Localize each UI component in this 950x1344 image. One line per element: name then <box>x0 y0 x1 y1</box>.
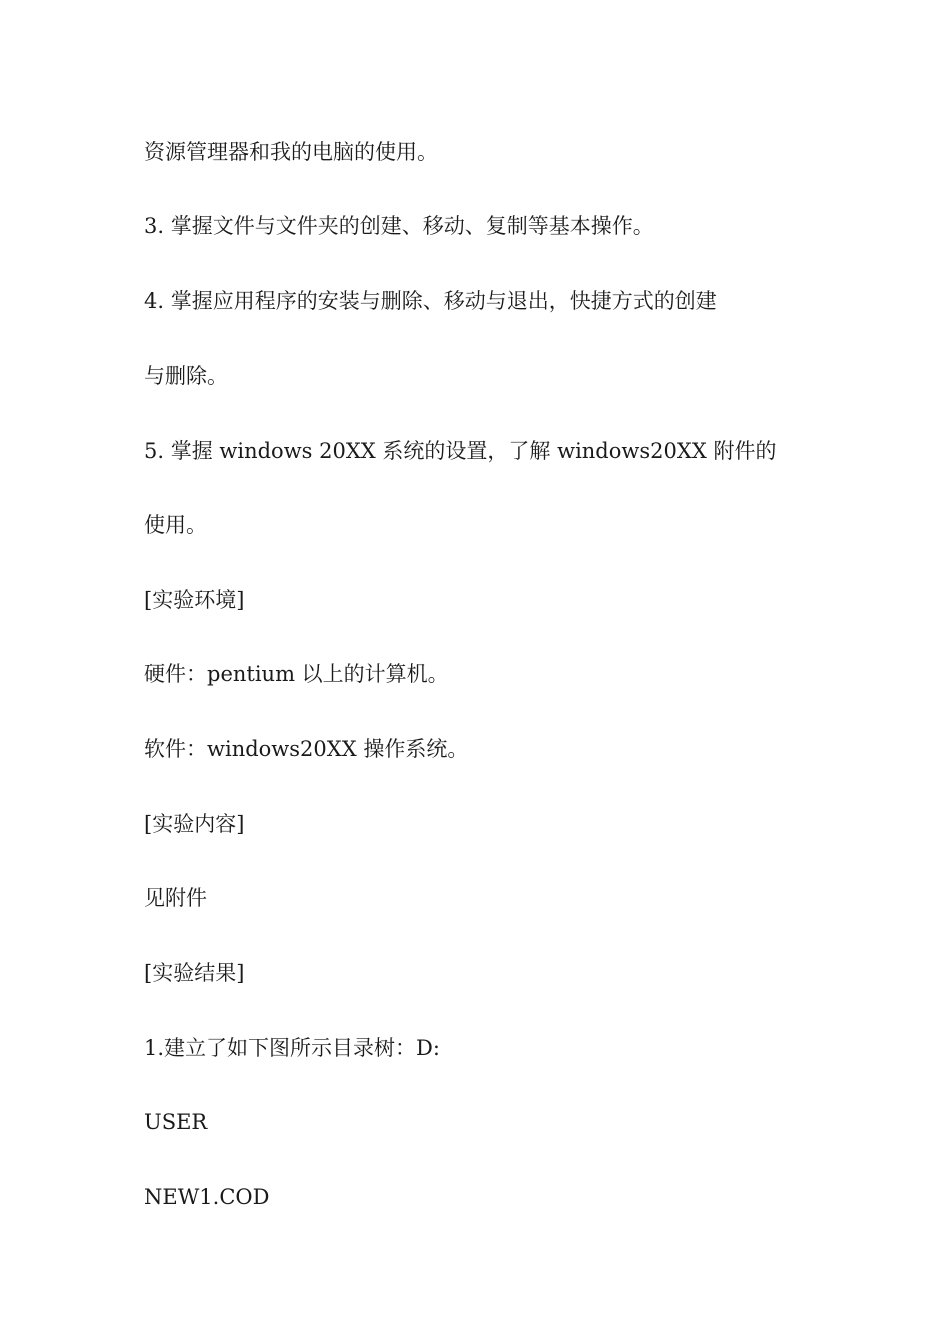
directory-tree-entry: USER <box>144 1110 208 1134</box>
section-heading-results: [实验结果] <box>144 961 245 985</box>
paragraph-line: 资源管理器和我的电脑的使用。 <box>144 140 438 164</box>
result-item-1: 1.建立了如下图所示目录树：D: <box>144 1036 440 1060</box>
hardware-line: 硬件：pentium 以上的计算机。 <box>144 662 449 686</box>
list-item-3: 3. 掌握文件与文件夹的创建、移动、复制等基本操作。 <box>144 214 654 238</box>
list-item-5-continued: 使用。 <box>144 513 207 537</box>
directory-tree-entry: NEW1.COD <box>144 1185 270 1209</box>
list-item-5: 5. 掌握 windows 20XX 系统的设置，了解 windows20XX 附件的 <box>144 439 777 463</box>
section-heading-environment: [实验环境] <box>144 588 245 612</box>
content-line: 见附件 <box>144 886 207 910</box>
section-heading-content: [实验内容] <box>144 812 245 836</box>
list-item-4: 4. 掌握应用程序的安装与删除、移动与退出，快捷方式的创建 <box>144 289 717 313</box>
software-line: 软件：windows20XX 操作系统。 <box>144 737 469 761</box>
list-item-4-continued: 与删除。 <box>144 364 228 388</box>
